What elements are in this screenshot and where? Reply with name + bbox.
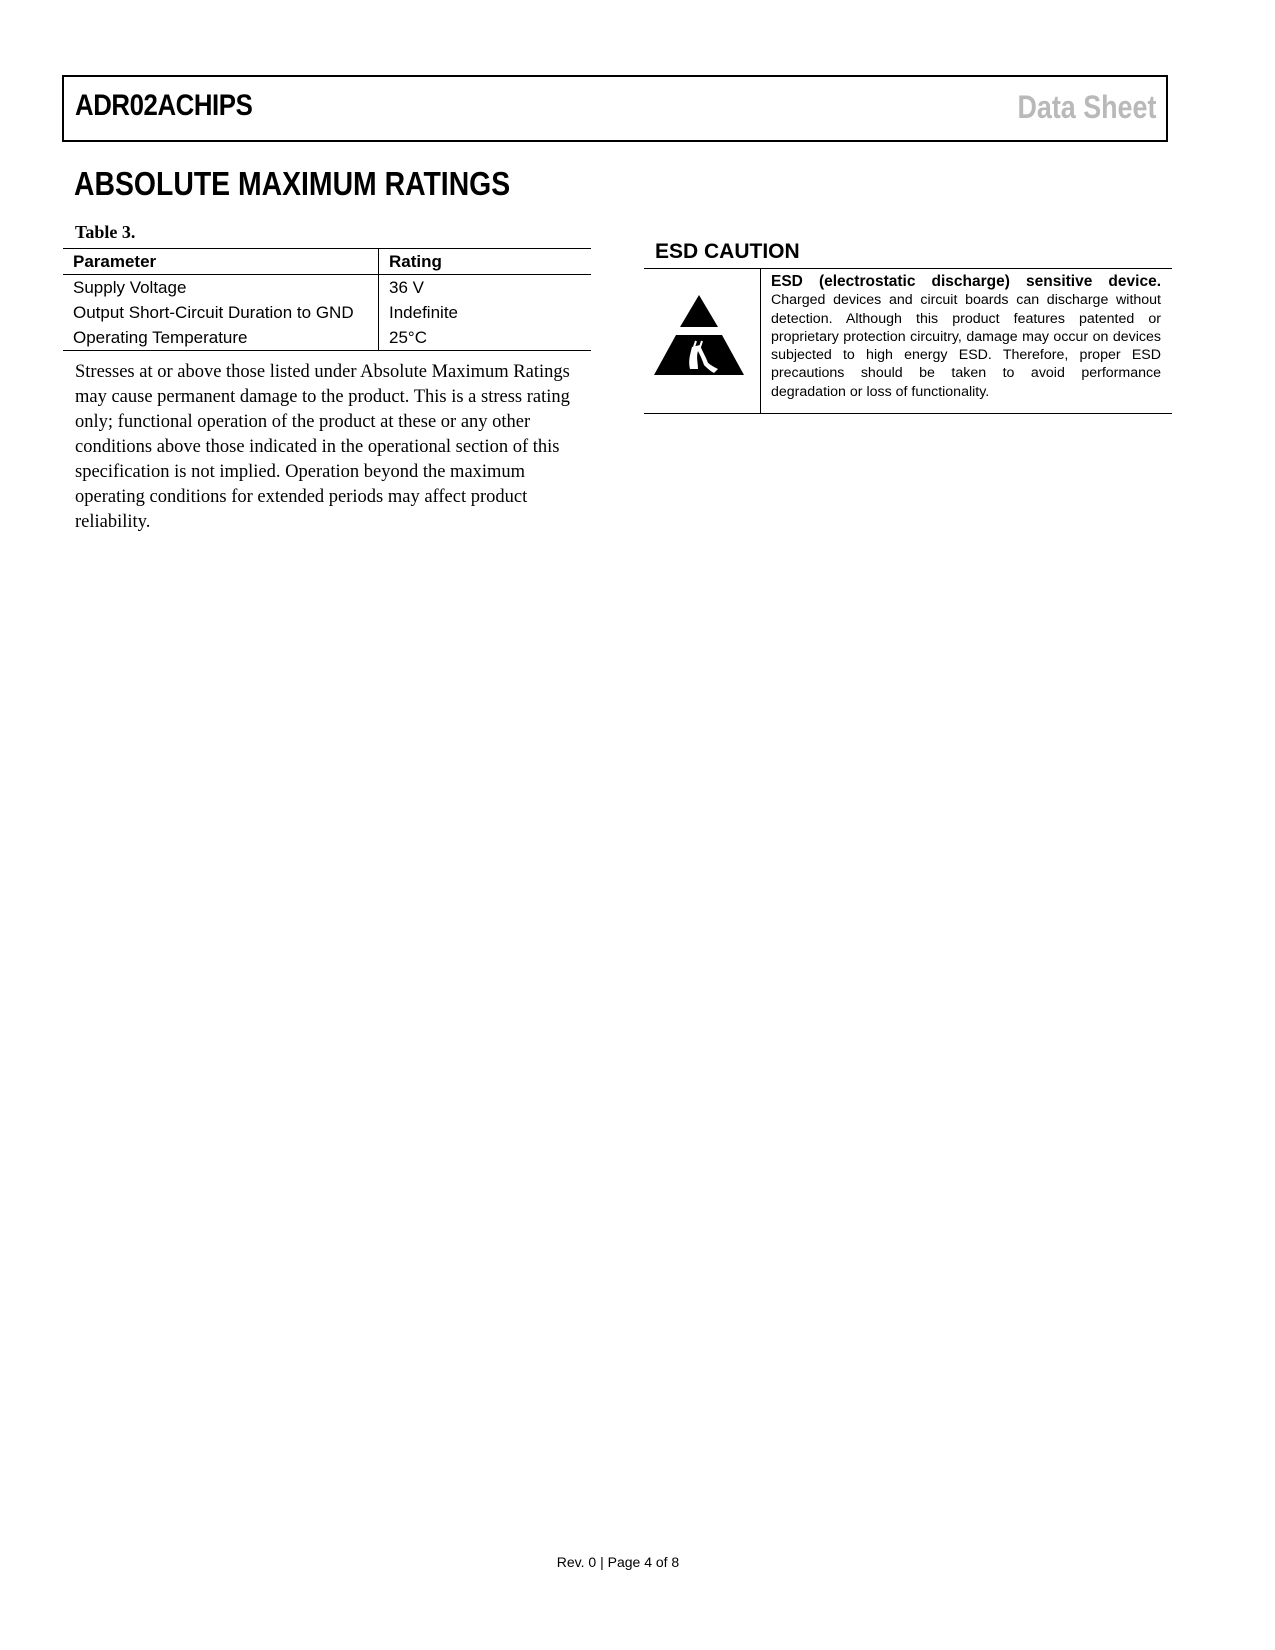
column-header-rating: Rating: [379, 249, 592, 275]
esd-body: Charged devices and circuit boards can discharge without detection. Although this product features patented or proprietary protection circuitry, damage may occur on devices subjected to high energy ESD. Therefore, proper ESD precautions should be taken to avoid performance degradation or loss of functionality.: [771, 292, 1161, 400]
ratings-table: [63, 248, 591, 351]
esd-icon-cell: [644, 269, 761, 413]
esd-caution-box: [644, 268, 1172, 414]
table-row: [63, 325, 591, 351]
esd-text: [771, 273, 1161, 401]
table-cell-rating: Indefinite: [389, 303, 458, 322]
esd-heading: ESD CAUTION: [655, 240, 800, 263]
table-cell-parameter: Operating Temperature: [63, 325, 379, 351]
column-header-parameter: Parameter: [63, 249, 379, 275]
table-cell-parameter: Output Short-Circuit Duration to GND: [63, 300, 379, 325]
table-cell-rating: 36 V: [389, 278, 424, 297]
header-box: [62, 75, 1168, 142]
stress-note: Stresses at or above those listed under Absolute Maximum Ratings may cause permanent damage to the product. This is a stress rating only; functional operation of the product at these or any other conditions above those indicated in the operational section of this specification is not implied. Operation beyond the maximum operating conditions for extended periods may affect product reliability.: [75, 362, 570, 532]
table-row: [63, 300, 591, 325]
doc-title: ADR02ACHIPS: [75, 89, 253, 122]
doc-type: Data Sheet: [1017, 89, 1156, 125]
esd-lead: ESD (electrostatic discharge) sensitive device.: [771, 273, 1161, 290]
table-header-row: [63, 249, 591, 275]
esd-warning-icon: [654, 295, 746, 381]
table-caption: Table 3.: [75, 222, 136, 242]
page-footer: Rev. 0 | Page 4 of 8: [556, 1554, 680, 1570]
section-title: ABSOLUTE MAXIMUM RATINGS: [74, 165, 511, 202]
table-row: [63, 275, 591, 301]
table-cell-parameter: Supply Voltage: [63, 275, 379, 301]
table-cell-rating: 25°C: [379, 325, 592, 351]
